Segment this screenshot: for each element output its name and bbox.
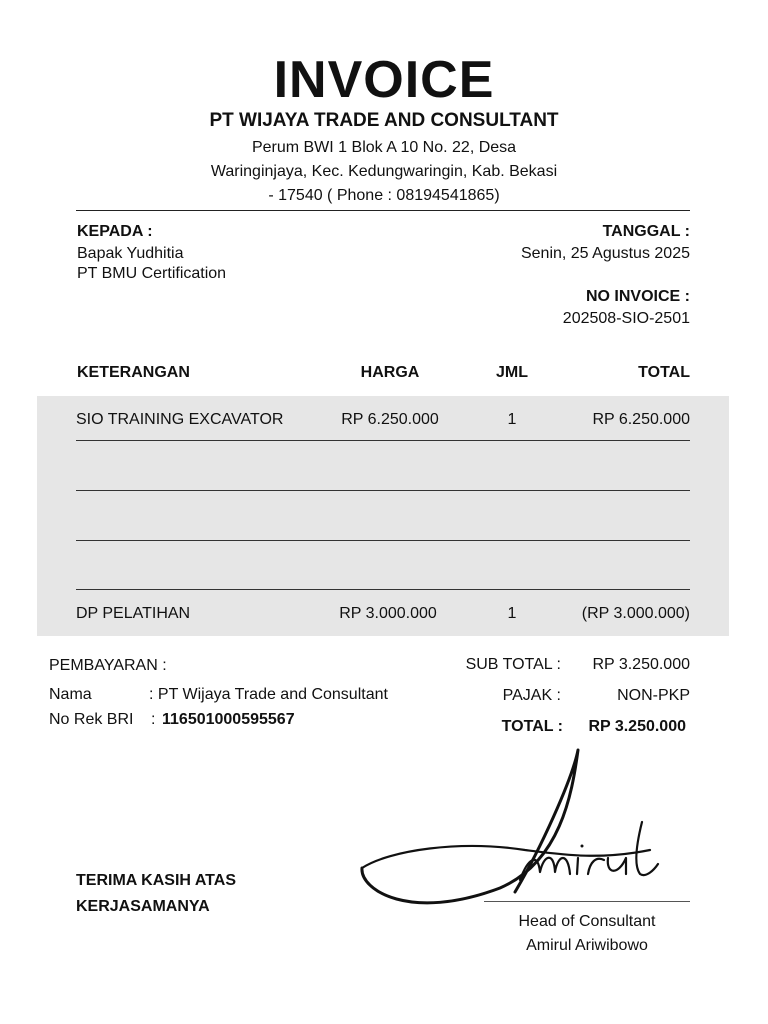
closing-line-2: KERJASAMANYA	[76, 898, 210, 915]
row-1-total: RP 6.250.000	[592, 411, 690, 428]
items-table	[37, 396, 729, 636]
subtotal-label: SUB TOTAL :	[465, 656, 561, 673]
signature-line	[484, 901, 690, 902]
row-1-price: RP 6.250.000	[341, 411, 439, 428]
closing-line-1: TERIMA KASIH ATAS	[76, 872, 236, 889]
company-address-line-1: Perum BWI 1 Blok A 10 No. 22, Desa	[251, 139, 517, 156]
invoice-number-value: 202508-SIO-2501	[562, 310, 690, 327]
payment-account-separator: :	[151, 711, 156, 728]
invoice-title: INVOICE	[273, 51, 495, 109]
row-divider	[76, 589, 690, 590]
payment-name-label: Nama	[49, 686, 92, 703]
row-5-quantity: 1	[507, 605, 517, 622]
row-divider	[76, 540, 690, 541]
total-label: TOTAL :	[501, 718, 563, 735]
column-header-price: HARGA	[360, 364, 420, 381]
subtotal-value: RP 3.250.000	[592, 656, 690, 673]
row-1-description: SIO TRAINING EXCAVATOR	[76, 411, 284, 428]
signature-image	[350, 740, 680, 925]
tax-label: PAJAK :	[502, 687, 561, 704]
payment-account-number: 116501000595567	[162, 711, 295, 728]
date-label: TANGGAL :	[602, 223, 690, 240]
recipient-label: KEPADA :	[77, 223, 153, 240]
recipient-name: Bapak Yudhitia	[77, 245, 184, 262]
signatory-name: Amirul Ariwibowo	[526, 937, 648, 954]
row-divider	[76, 490, 690, 491]
company-address-line-2: Waringinjaya, Kec. Kedungwaringin, Kab. Bekasi	[210, 163, 558, 180]
row-5-total: (RP 3.000.000)	[581, 605, 690, 622]
total-value: RP 3.250.000	[588, 718, 686, 735]
signatory-role: Head of Consultant	[518, 913, 656, 930]
row-divider	[76, 440, 690, 441]
column-header-total: TOTAL	[638, 364, 690, 381]
payment-name-value: : PT Wijaya Trade and Consultant	[149, 686, 388, 703]
payment-label: PEMBAYARAN :	[49, 657, 167, 674]
payment-account-label: No Rek BRI	[49, 711, 134, 728]
column-header-description: KETERANGAN	[77, 364, 190, 381]
company-address-line-3: - 17540 ( Phone : 08194541865)	[268, 187, 500, 204]
row-5-price: RP 3.000.000	[339, 605, 437, 622]
date-value: Senin, 25 Agustus 2025	[520, 245, 690, 262]
signature-text: Amirul	[350, 740, 353, 741]
header-divider	[76, 210, 690, 211]
invoice-number-label: NO INVOICE :	[585, 288, 690, 305]
tax-value: NON-PKP	[617, 687, 690, 704]
row-1-quantity: 1	[507, 411, 517, 428]
recipient-company: PT BMU Certification	[77, 265, 227, 282]
company-name: PT WIJAYA TRADE AND CONSULTANT	[209, 110, 559, 131]
column-header-quantity: JML	[496, 364, 528, 381]
row-5-description: DP PELATIHAN	[76, 605, 191, 622]
